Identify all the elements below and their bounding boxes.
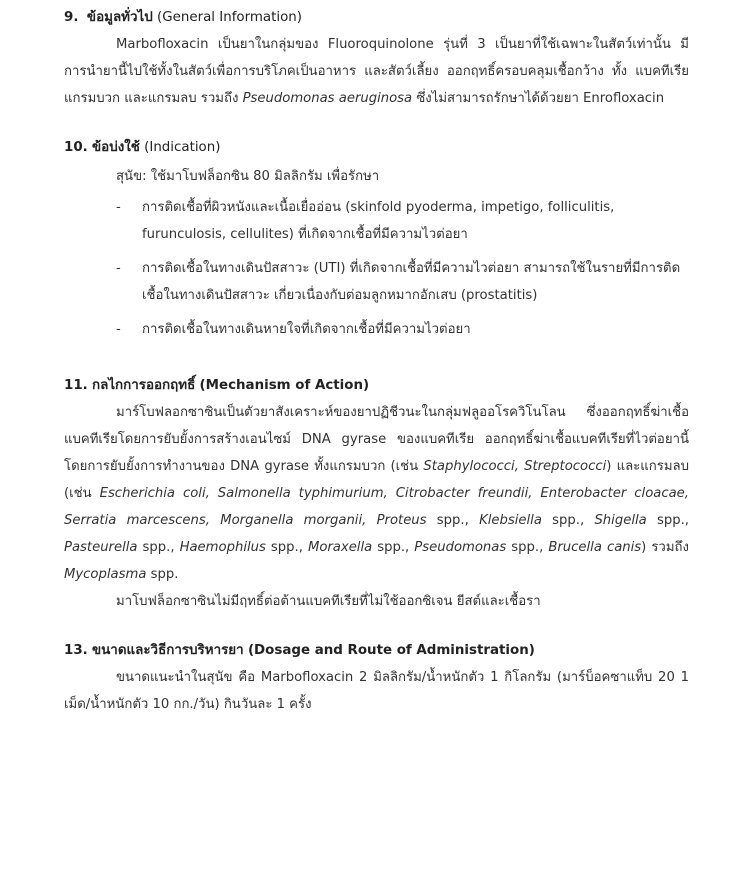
section-dosage xyxy=(64,637,689,718)
section-title-english: (Dosage and Route of Administration) xyxy=(247,643,535,658)
paragraph-general: Marbofloxacin เป็นยาในกลุ่มของ Fluoroquinolone รุ่นที่ 3 เป็นยาที่ใช้เฉพาะในสัตว์เท่านั้น มีการนำยานี้ไปใช้ทั้งในสัตว์เพื่อการบริโภคเป็นอาหาร และสัตว์เลี้ยง ออกฤทธิ์ครอบคลุมเชื้อกว้าง ทั้ง แบคทีเรีย แกรมบวก และแกรมลบ รวมถึง Pseudomonas aeruginosa ซึ่งไม่สามารถรักษาได้ด้วยยา Enrofloxacin xyxy=(64,37,689,106)
section-heading xyxy=(64,4,689,31)
section-heading xyxy=(64,134,689,161)
list-item xyxy=(116,255,689,309)
italic-term: Pseudomonas xyxy=(414,540,507,555)
list-item xyxy=(116,194,689,248)
section-heading xyxy=(64,372,689,399)
list-item xyxy=(116,316,689,343)
section-number: 13. xyxy=(64,643,88,658)
list-item-text: การติดเชื้อที่ผิวหนังและเนื้อเยื่ออ่อน (skinfold pyoderma, impetigo, folliculitis, furunculosis, cellulites) ที่เกิดจากเชื้อที่มีความไวต่อยา xyxy=(142,200,615,242)
section-number: 11. xyxy=(64,378,88,393)
italic-term: Staphylococci, Streptococci xyxy=(423,459,607,474)
italic-term: Brucella canis xyxy=(548,540,642,555)
section-title-english: (Indication) xyxy=(144,140,221,155)
section-title-thai: กลไกการออกฤทธิ์ xyxy=(92,378,196,393)
section-number: 10. xyxy=(64,140,88,155)
section-title-thai: ข้อมูลทั่วไป xyxy=(86,10,153,25)
section-title-english: (General Information) xyxy=(157,10,302,25)
section-title-thai: ข้อบ่งใช้ xyxy=(92,140,140,155)
italic-term: Pseudomonas aeruginosa xyxy=(242,91,413,106)
section-indication xyxy=(64,134,689,343)
italic-term: Haemophilus xyxy=(179,540,266,555)
bullet-marker: - xyxy=(116,322,121,337)
indication-lead: สุนัข: ใช้มาโบฟล็อกซิน 80 มิลลิกรัม เพื่อรักษา xyxy=(116,169,380,184)
section-title-english: (Mechanism of Action) xyxy=(199,378,370,393)
section-title-thai: ขนาดและวิธีการบริหารยา xyxy=(92,643,244,658)
paragraph-mechanism: มาร์โบฟลอกซาซินเป็นตัวยาสังเคราะห์ของยาปฏิชีวนะในกลุ่มฟลูออโรควิโนโลน ซึ่งออกฤทธิ์ฆ่าเชื้อแบคทีเรียโดยการยับยั้งการสร้างเอนไซม์ DNA gyrase ของแบคทีเรีย ออกฤทธิ์ฆ่าเชื้อแบคทีเรียที่ไวต่อยานี้ โดยการยับยั้งการทำงานของ DNA gyrase ทั้งแกรมบวก (เช่น Staphylococci, Streptococci) และแกรมลบ (เช่น Escherichia coli, Salmonella typhimurium, Citrobacter freundii, Enterobacter cloacae, Serratia marcescens, Morganella morganii, Proteus spp., Klebsiella spp., Shigella spp., Pasteurella spp., Haemophilus spp., Moraxella spp., Pseudomonas spp., Brucella canis) รวมถึง Mycoplasma spp. xyxy=(64,405,689,582)
bullet-marker: - xyxy=(116,200,121,215)
section-heading xyxy=(64,637,689,664)
paragraph-mechanism-note: มาโบฟล็อกซาซินไม่มีฤทธิ์ต่อต้านแบคทีเรียที่ไม่ใช้ออกซิเจน ยีสต์และเชื้อรา xyxy=(116,594,541,609)
section-mechanism-of-action xyxy=(64,372,689,615)
italic-term: Moraxella xyxy=(307,540,373,555)
indication-list xyxy=(64,194,689,343)
italic-term: Klebsiella xyxy=(479,513,542,528)
list-item-text: การติดเชื้อในทางเดินปัสสาวะ (UTI) ที่เกิดจากเชื้อที่มีความไวต่อยา สามารถใช้ในรายที่มีการติดเชื้อในทางเดินปัสสาวะ เกี่ยวเนื่องกับต่อมลูกหมากอักเสบ (prostatitis) xyxy=(142,261,681,303)
list-item-text: การติดเชื้อในทางเดินหายใจที่เกิดจากเชื้อที่มีความไวต่อยา xyxy=(142,322,471,337)
italic-term: Shigella xyxy=(594,513,647,528)
paragraph-dosage: ขนาดแนะนำในสุนัข คือ Marbofloxacin 2 มิลลิกรัม/น้ำหนักตัว 1 กิโลกรัม (มาร์บ็อคซาแท็บ 20 1 เม็ด/น้ำหนักตัว 10 กก./วัน) กินวันละ 1 ครั้ง xyxy=(64,670,689,712)
italic-term: Escherichia coli, Salmonella typhimurium, Citrobacter freundii, Enterobacter cloacae, Serratia marcescens, Morganella morganii, Proteus xyxy=(64,486,689,528)
italic-term: Mycoplasma xyxy=(64,567,147,582)
section-general-information xyxy=(64,4,689,112)
section-number: 9. xyxy=(64,10,79,25)
bullet-marker: - xyxy=(116,261,121,276)
italic-term: Pasteurella xyxy=(64,540,138,555)
